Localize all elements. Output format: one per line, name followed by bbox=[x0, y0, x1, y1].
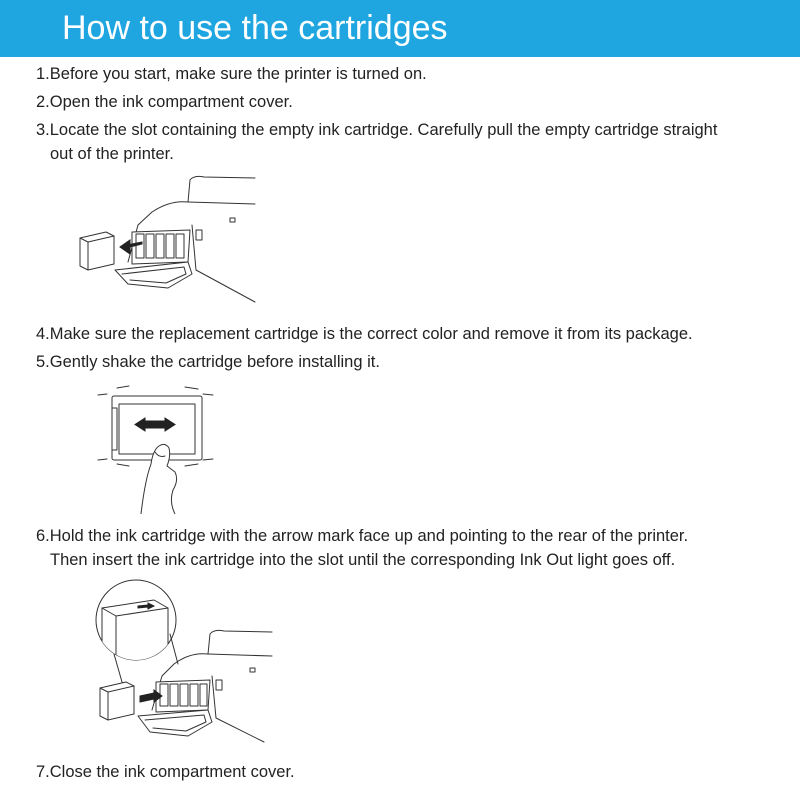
step-5-text: 5.Gently shake the cartridge before installing it. bbox=[36, 353, 380, 371]
step-3-text: 3.Locate the slot containing the empty ink cartridge. Carefully pull the empty cartridge straight bbox=[36, 121, 718, 139]
printer-remove-cartridge-icon bbox=[70, 170, 260, 310]
header-banner bbox=[0, 0, 800, 57]
step-6-text: 6.Hold the ink cartridge with the arrow mark face up and pointing to the rear of the printer. bbox=[36, 527, 689, 545]
step-7-text: 7.Close the ink compartment cover. bbox=[36, 763, 295, 781]
step-4-text: 4.Make sure the replacement cartridge is the correct color and remove it from its package. bbox=[36, 325, 693, 343]
printer-insert-cartridge-icon bbox=[92, 578, 277, 743]
step-3-text-continued: out of the printer. bbox=[50, 145, 174, 163]
step-2-text: 2.Open the ink compartment cover. bbox=[36, 93, 293, 111]
step-1-text: 1.Before you start, make sure the printer is turned on. bbox=[36, 65, 427, 83]
shake-cartridge-icon bbox=[95, 380, 220, 520]
step-6-text-continued: Then insert the ink cartridge into the slot until the corresponding Ink Out light goes off. bbox=[50, 551, 676, 569]
page-title: How to use the cartridges bbox=[62, 9, 448, 47]
